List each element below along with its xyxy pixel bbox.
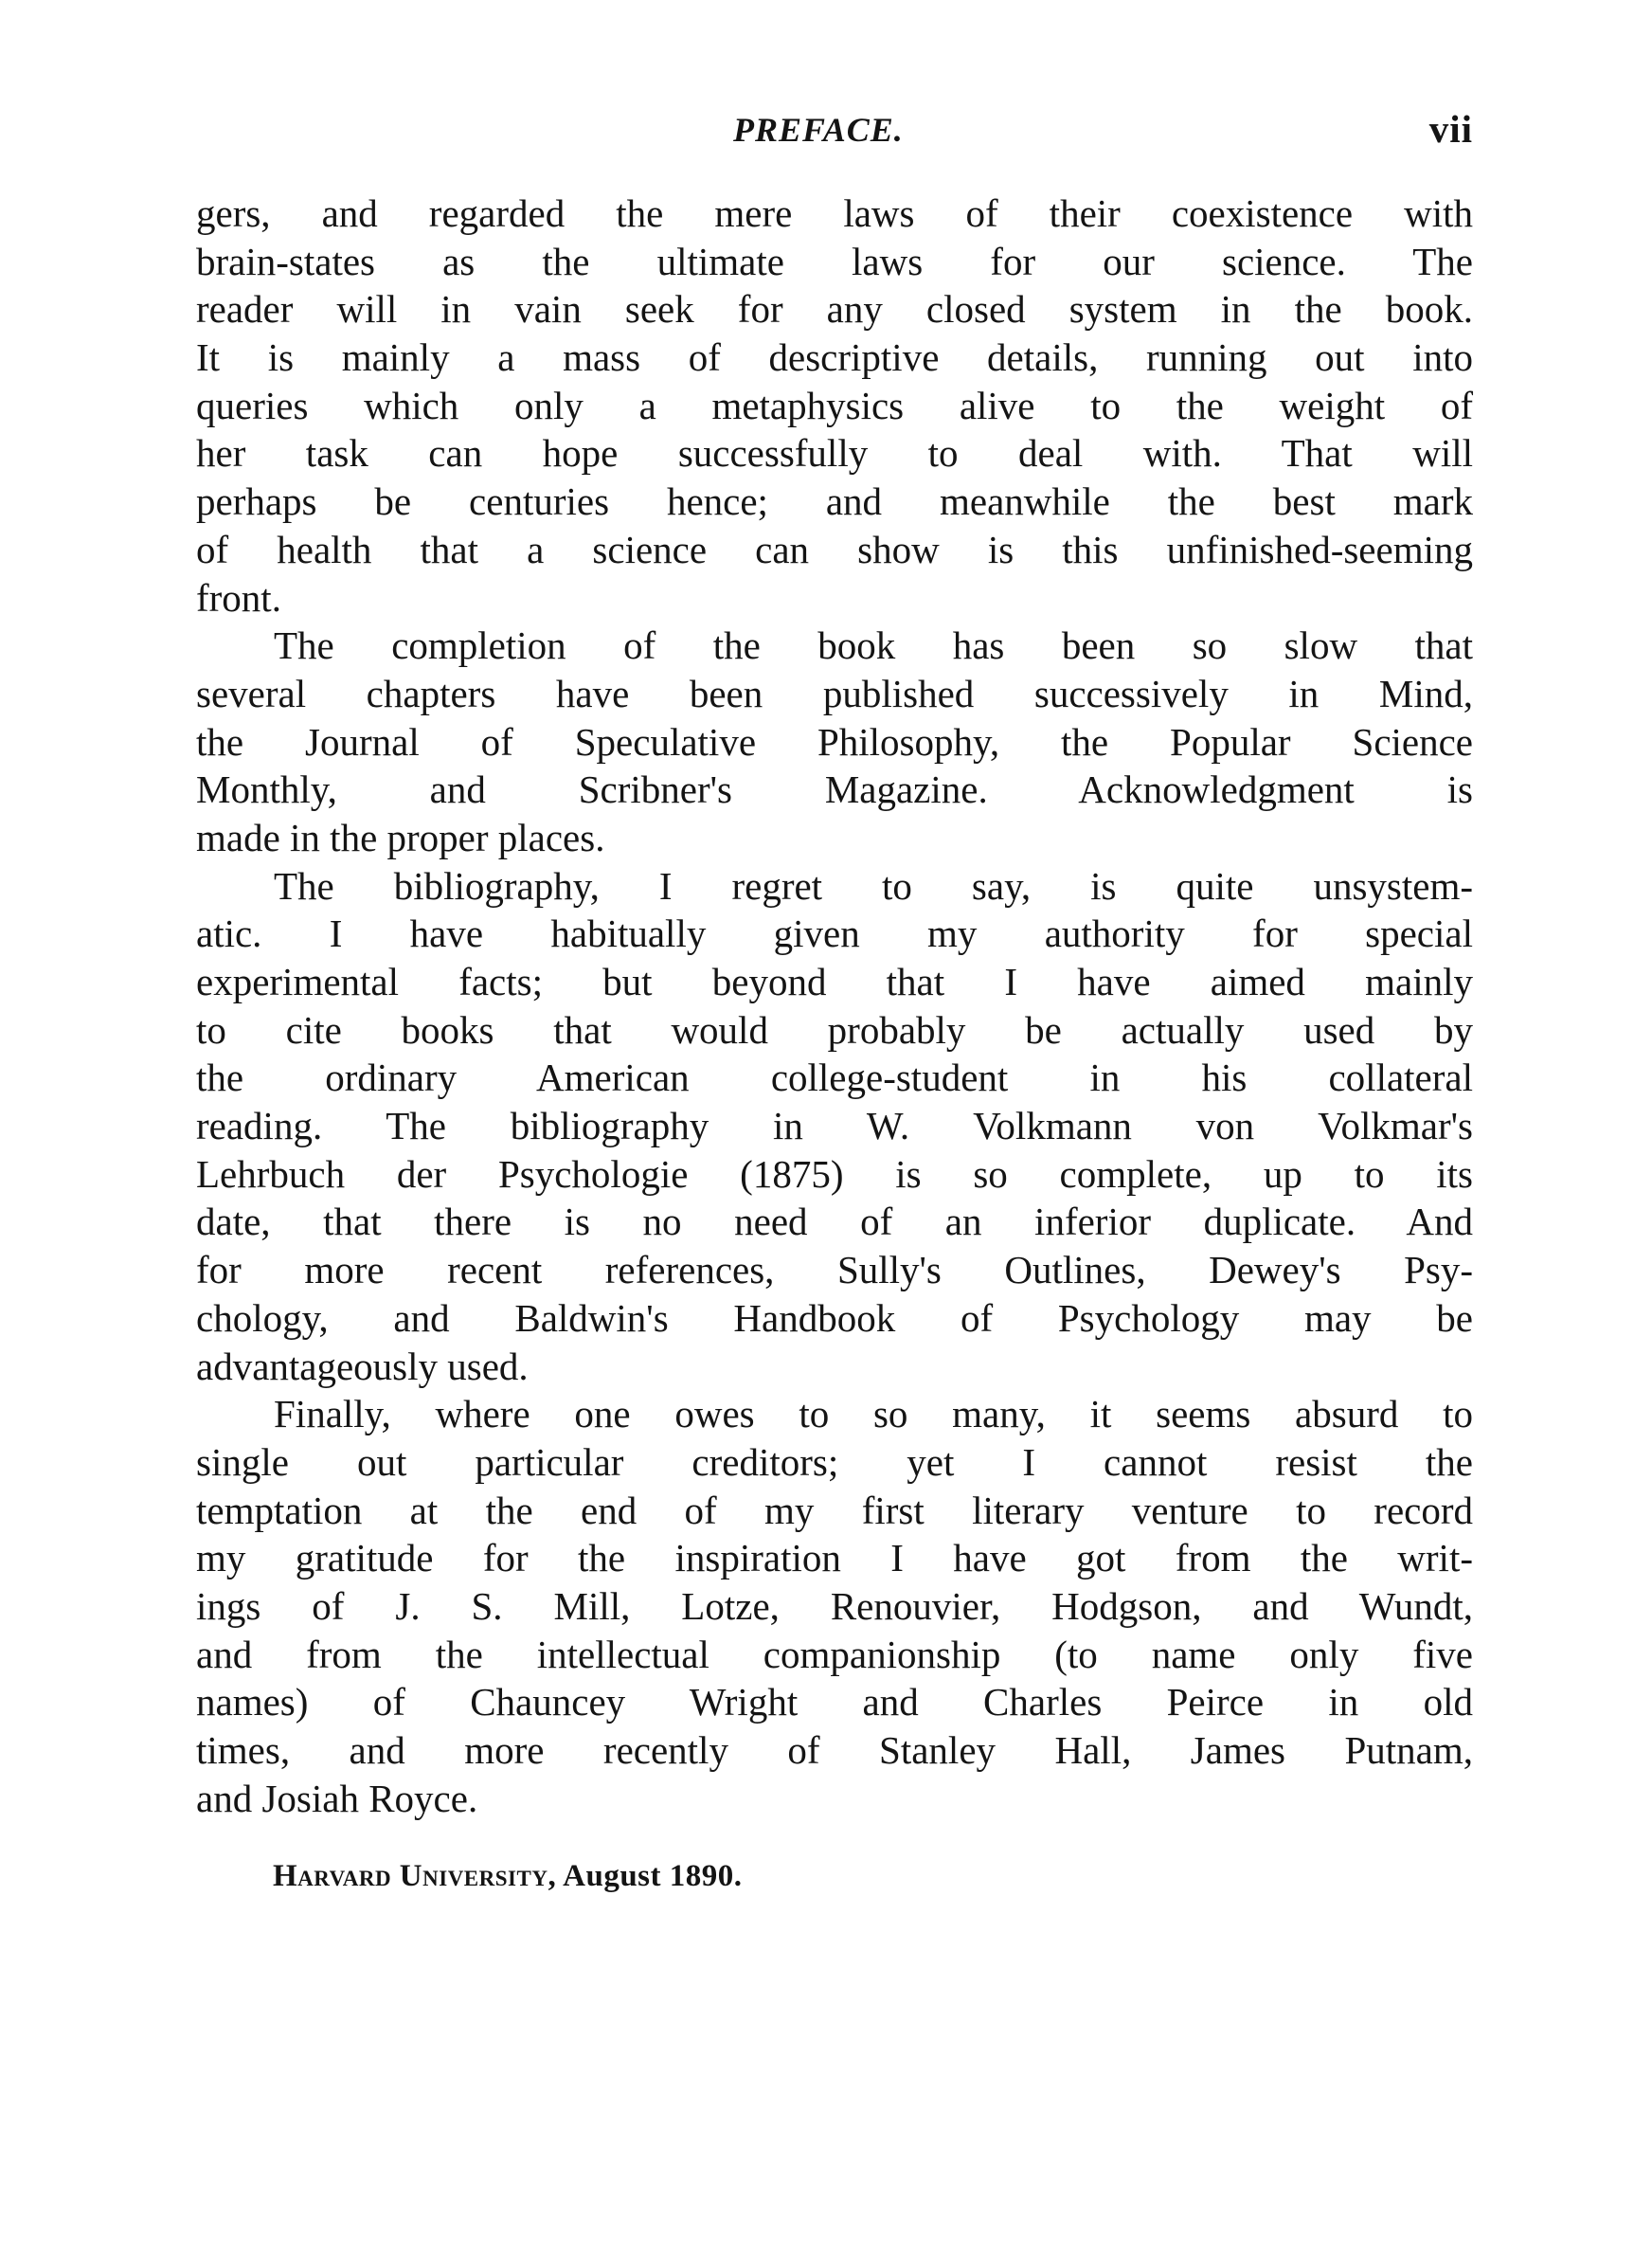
text-line: It is mainly a mass of descriptive details, running out into	[196, 335, 1473, 380]
text-line: brain-states as the ultimate laws for our science. The	[196, 239, 1473, 283]
paragraph-2	[196, 622, 1473, 861]
text-line: the ordinary American college-student in his collateral	[196, 1056, 1473, 1100]
paragraph-4	[196, 1390, 1473, 1822]
text-line: ings of J. S. Mill, Lotze, Renouvier, Hodgson, and Wundt,	[196, 1583, 1473, 1628]
text-line: of health that a science can show is this unfinished-seeming	[196, 527, 1473, 571]
preface-signature	[273, 1859, 743, 1894]
text-line: The bibliography, I regret to say, is quite unsystem-	[274, 863, 1473, 908]
signature-date: August 1890.	[563, 1859, 743, 1893]
text-line: Finally, where one owes to so many, it seems absurd to	[274, 1392, 1473, 1436]
text-line: reading. The bibliography in W. Volkmann von Volkmar's	[196, 1104, 1473, 1148]
preface-body	[196, 190, 1473, 1822]
text-line: gers, and regarded the mere laws of their coexistence with	[196, 191, 1473, 235]
text-line: experimental facts; but beyond that I have aimed mainly	[196, 960, 1473, 1003]
text-line: and from the intellectual companionship (to name only five	[196, 1632, 1473, 1676]
text-line: chology, and Baldwin's Handbook of Psychology may be	[196, 1295, 1473, 1340]
text-line: and Josiah Royce.	[196, 1776, 478, 1820]
signature-institution: Harvard University,	[273, 1859, 557, 1893]
paragraph-1	[196, 190, 1473, 622]
text-line: her task can hope successfully to deal with. That will	[196, 431, 1473, 476]
text-line: front.	[196, 575, 281, 620]
running-title: PREFACE.	[733, 111, 904, 149]
text-line: The completion of the book has been so slow that	[274, 623, 1473, 668]
page-header	[196, 107, 1473, 167]
text-line: reader will in vain seek for any closed system in the book.	[196, 287, 1473, 332]
text-line: to cite books that would probably be actually used by	[196, 1007, 1473, 1052]
text-line: made in the proper places.	[196, 815, 605, 859]
paragraph-3	[196, 862, 1473, 1391]
text-line: queries which only a metaphysics alive to the weight of	[196, 383, 1473, 427]
text-line: Lehrbuch der Psychologie (1875) is so complete, up to its	[196, 1151, 1473, 1196]
text-line: Monthly, and Scribner's Magazine. Acknowledgment is	[196, 767, 1473, 812]
text-line: times, and more recently of Stanley Hall, James Putnam,	[196, 1728, 1473, 1772]
text-line: perhaps be centuries hence; and meanwhile the best mark	[196, 479, 1473, 524]
text-line: atic. I have habitually given my authority for special	[196, 912, 1473, 956]
text-line: for more recent references, Sully's Outlines, Dewey's Psy-	[196, 1248, 1473, 1292]
text-line: several chapters have been published successively in Mind,	[196, 671, 1473, 715]
text-line: temptation at the end of my first literary venture to record	[196, 1488, 1473, 1532]
text-line: the Journal of Speculative Philosophy, the Popular Science	[196, 719, 1473, 764]
text-line: single out particular creditors; yet I cannot resist the	[196, 1439, 1473, 1484]
text-line: names) of Chauncey Wright and Charles Peirce in old	[196, 1680, 1473, 1724]
text-line: advantageously used.	[196, 1344, 529, 1388]
text-line: my gratitude for the inspiration I have got from the writ-	[196, 1536, 1473, 1580]
page-number: vii	[1428, 107, 1473, 151]
text-line: date, that there is no need of an inferior duplicate. And	[196, 1200, 1473, 1244]
